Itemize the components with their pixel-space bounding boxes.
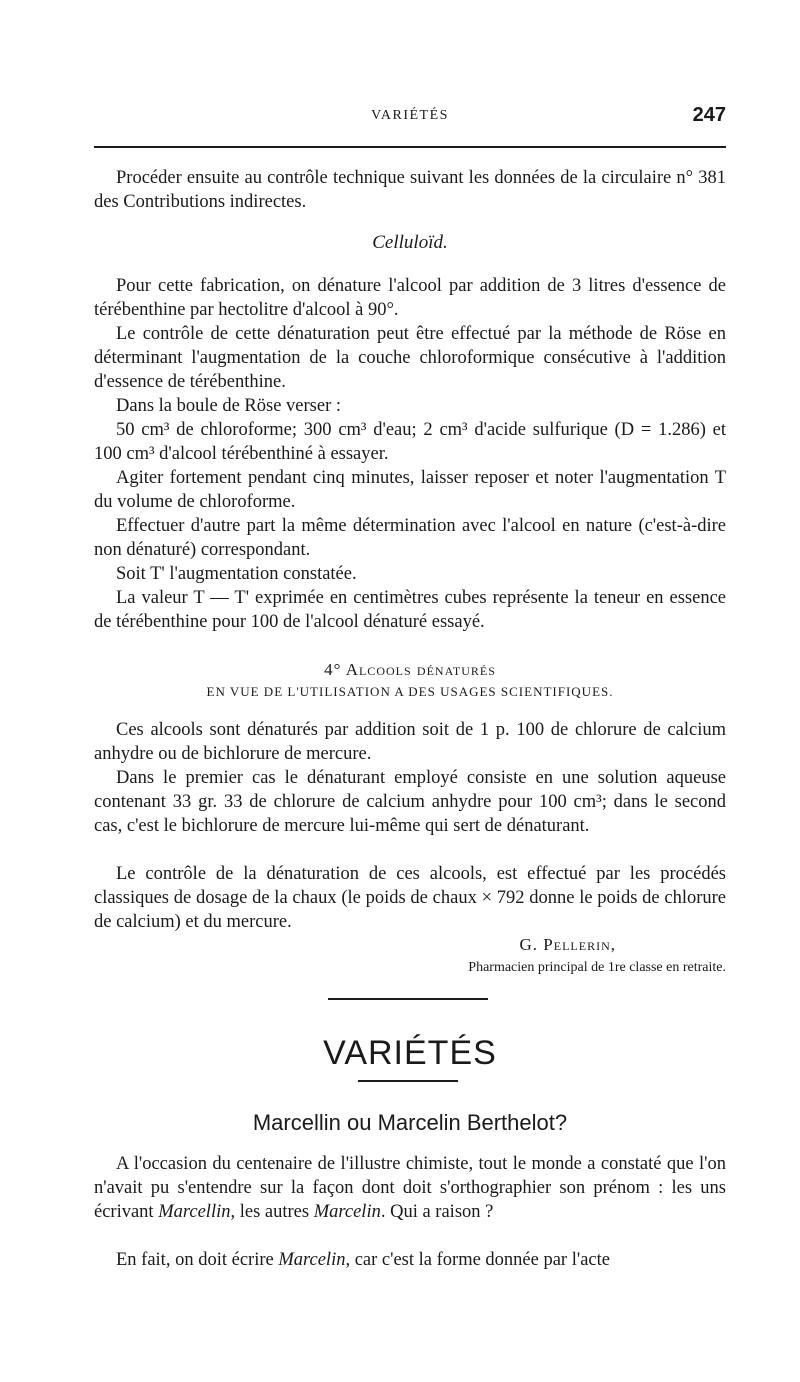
page-number: 247 bbox=[692, 104, 726, 126]
varietes-p1-text-b: , les autres bbox=[230, 1202, 314, 1222]
varietes-p1-italic-1: Marcellin bbox=[158, 1202, 231, 1222]
celluloid-paragraph-8: La valeur T — T' exprimée en centimètres cubes représente la teneur en essence de térébenthine pour 100 de l'alcool dénaturé essayé. bbox=[94, 588, 726, 632]
section-subheading-alcools: EN VUE DE L'UTILISATION A DES USAGES SCIENTIFIQUES. bbox=[206, 684, 614, 699]
celluloid-paragraph-4: 50 cm³ de chloroforme; 300 cm³ d'eau; 2 cm³ d'acide sulfurique (D = 1.286) et 100 cm³ d'alcool térébenthiné à essayer. bbox=[94, 420, 726, 464]
running-title: VARIÉTÉS bbox=[371, 108, 449, 123]
celluloid-paragraph-1: Pour cette fabrication, on dénature l'alcool par addition de 3 litres d'essence de térébenthine par hectolitre d'alcool à 90°. bbox=[94, 276, 726, 320]
varietes-paragraph-1 bbox=[94, 1152, 726, 1224]
section-title-celluloid: Celluloïd. bbox=[372, 232, 448, 253]
celluloid-paragraph-3: Dans la boule de Röse verser : bbox=[116, 396, 342, 416]
alcools-paragraph-3: Le contrôle de la dénaturation de ces alcools, est effectué par les procédés classiques de dosage de la chaux (le poids de chaux × 792 donne le poids de chlorure de calcium) et du mercure. bbox=[94, 864, 726, 932]
celluloid-paragraph-7: Soit T' l'augmentation constatée. bbox=[116, 564, 357, 584]
varietes-p2-text-b: , car c'est la forme donnée par l'acte bbox=[345, 1250, 610, 1270]
signature-name: G. Pellerin, bbox=[519, 935, 616, 954]
varietes-p2-italic: Marcelin bbox=[278, 1250, 346, 1270]
celluloid-paragraph-2: Le contrôle de cette dénaturation peut être effectué par la méthode de Röse en déterminant l'augmentation de la couche chloroformique consécutive à l'addition d'essence de térébenthine. bbox=[94, 324, 726, 392]
varietes-p1-text-c: . Qui a raison ? bbox=[380, 1202, 494, 1222]
varietes-p1-italic-2: Marcelin bbox=[313, 1202, 381, 1222]
article-title: Marcellin ou Marcelin Berthelot? bbox=[252, 1110, 568, 1135]
varietes-p1-text-a: A l'occasion du centenaire de l'illustre chimiste, tout le monde a constaté que l'on n'avait pu s'entendre sur la façon dont doit s'orthographier son prénom : les uns écrivant bbox=[94, 1154, 726, 1222]
varietes-p2-text-a: En fait, on doit écrire bbox=[116, 1250, 279, 1270]
page-header bbox=[94, 104, 726, 134]
celluloid-paragraph-5: Agiter fortement pendant cinq minutes, laisser reposer et noter l'augmentation T du volume de chloroforme. bbox=[94, 468, 726, 512]
varietes-paragraph-2 bbox=[94, 1248, 726, 1272]
header-rule bbox=[94, 146, 726, 148]
signature-title: Pharmacien principal de 1re classe en retraite. bbox=[468, 960, 726, 975]
alcools-paragraph-1: Ces alcools sont dénaturés par addition soit de 1 p. 100 de chlorure de calcium anhydre ou de bichlorure de mercure. bbox=[94, 720, 726, 764]
paragraph-intro: Procéder ensuite au contrôle technique suivant les données de la circulaire n° 381 des Contributions indirectes. bbox=[94, 168, 726, 212]
section-title-varietes: VARIÉTÉS bbox=[323, 1034, 497, 1072]
section-heading-alcools: 4° Alcools dénaturés bbox=[324, 660, 496, 679]
alcools-paragraph-2: Dans le premier cas le dénaturant employé consiste en une solution aqueuse contenant 33 gr. 33 de chlorure de calcium anhydre pour 100 cm³; dans le second cas, c'est le bichlorure de mercure lui-même qui sert de dénaturant. bbox=[94, 768, 726, 836]
section-divider bbox=[328, 998, 488, 1000]
celluloid-paragraph-6: Effectuer d'autre part la même détermination avec l'alcool en nature (c'est-à-dire non dénaturé) correspondant. bbox=[94, 516, 726, 560]
title-underline bbox=[358, 1080, 458, 1082]
